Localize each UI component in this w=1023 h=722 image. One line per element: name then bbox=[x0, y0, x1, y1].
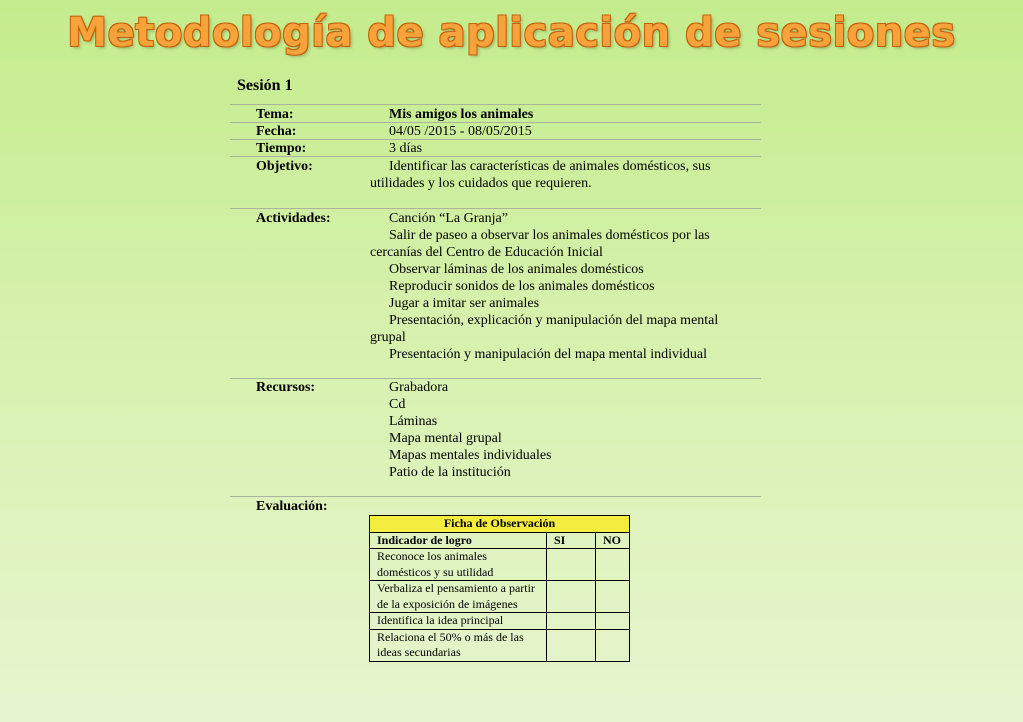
table-row bbox=[370, 613, 630, 630]
si-cell bbox=[547, 581, 596, 613]
indicator-cell: Reconoce los animales domésticos y su utilidad bbox=[370, 549, 547, 581]
list-item: Láminas bbox=[389, 414, 438, 429]
si-cell bbox=[547, 613, 596, 630]
list-item: Reproducir sonidos de los animales domésticos bbox=[389, 279, 655, 294]
table-header-row bbox=[370, 532, 630, 549]
column-header: NO bbox=[596, 532, 630, 549]
recursos-list bbox=[370, 379, 750, 481]
list-item: Presentación y manipulación del mapa mental individual bbox=[389, 347, 708, 362]
column-header: SI bbox=[547, 532, 596, 549]
list-item: Observar láminas de los animales domésticos bbox=[389, 262, 644, 277]
indicator-cell: Identifica la idea principal bbox=[370, 613, 547, 630]
si-cell bbox=[547, 549, 596, 581]
tema-label: Tema: bbox=[256, 107, 294, 122]
tiempo-label: Tiempo: bbox=[256, 141, 307, 156]
no-cell bbox=[596, 581, 630, 613]
actividades-list bbox=[370, 210, 750, 363]
observation-table bbox=[369, 515, 630, 662]
table-row bbox=[370, 549, 630, 581]
session-heading: Sesión 1 bbox=[237, 77, 293, 94]
divider bbox=[230, 496, 761, 497]
fecha-value: 04/05 /2015 - 08/05/2015 bbox=[389, 124, 532, 139]
recursos-label: Recursos: bbox=[256, 380, 316, 395]
divider bbox=[230, 208, 761, 209]
tiempo-value: 3 días bbox=[389, 141, 423, 156]
column-header: Indicador de logro bbox=[370, 532, 547, 549]
objetivo-value: Identificar las características de animales domésticos, sus utilidades y los cuidados que requieren. bbox=[370, 159, 711, 191]
list-item: Canción “La Granja” bbox=[389, 211, 508, 226]
no-cell bbox=[596, 629, 630, 661]
observation-table-title: Ficha de Observación bbox=[370, 516, 630, 533]
indicator-cell: Relaciona el 50% o más de las ideas secundarias bbox=[370, 629, 547, 661]
fecha-label: Fecha: bbox=[256, 124, 297, 139]
list-item: Patio de la institución bbox=[389, 465, 511, 480]
list-item: Jugar a imitar ser animales bbox=[389, 296, 540, 311]
list-item: Cd bbox=[389, 397, 406, 412]
list-item: Grabadora bbox=[389, 380, 449, 395]
page-title: Metodología de aplicación de sesiones bbox=[67, 10, 956, 56]
list-item: Mapa mental grupal bbox=[389, 431, 502, 446]
table-row bbox=[370, 629, 630, 661]
list-item: Mapas mentales individuales bbox=[389, 448, 552, 463]
divider bbox=[230, 104, 761, 105]
list-item: Presentación, explicación y manipulación del mapa mental grupal bbox=[370, 313, 719, 345]
tema-value: Mis amigos los animales bbox=[389, 107, 534, 122]
table-row bbox=[370, 581, 630, 613]
no-cell bbox=[596, 549, 630, 581]
divider bbox=[230, 156, 761, 157]
si-cell bbox=[547, 629, 596, 661]
list-item: Salir de paseo a observar los animales domésticos por las cercanías del Centro de Educación Inicial bbox=[370, 228, 710, 260]
indicator-cell: Verbaliza el pensamiento a partir de la exposición de imágenes bbox=[370, 581, 547, 613]
actividades-label: Actividades: bbox=[256, 211, 331, 226]
evaluacion-label: Evaluación: bbox=[256, 499, 328, 514]
objetivo-label: Objetivo: bbox=[256, 159, 313, 174]
no-cell bbox=[596, 613, 630, 630]
